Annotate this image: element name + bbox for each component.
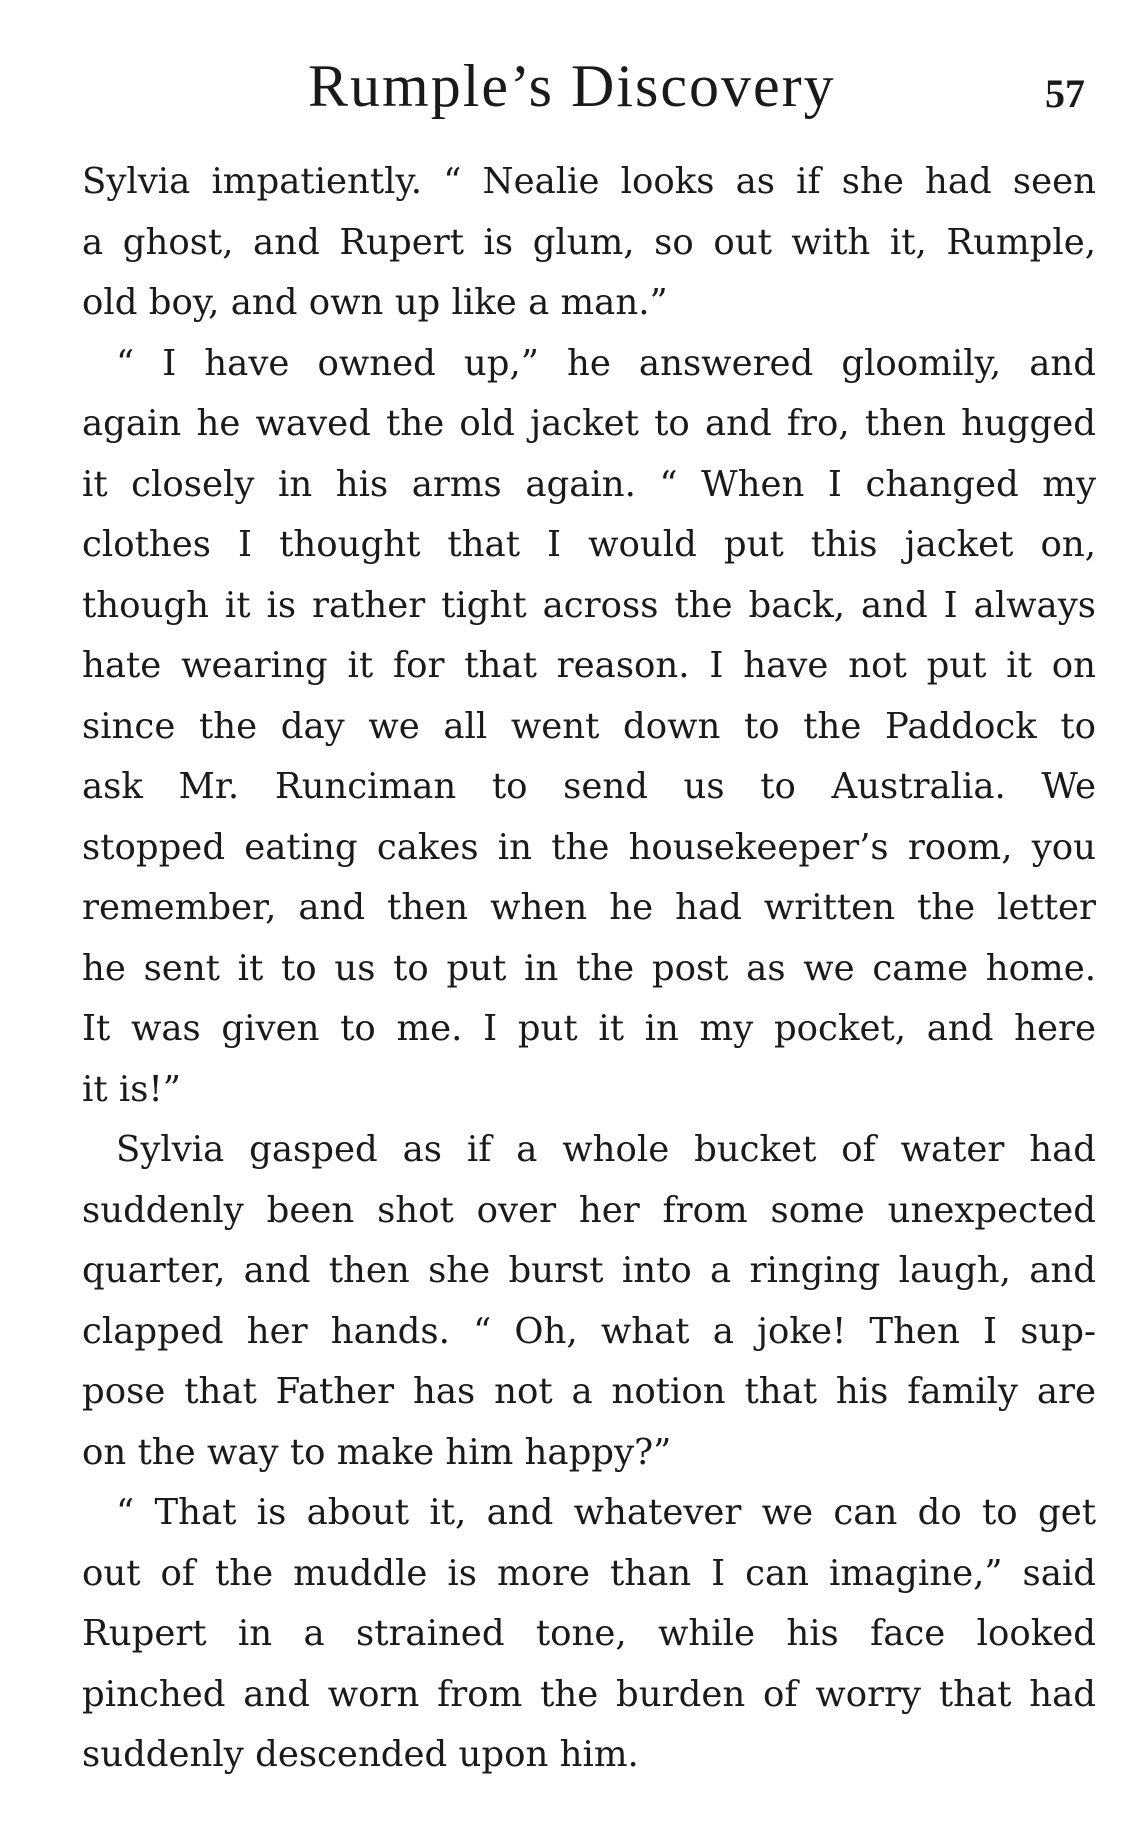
text-line: hate wearing it for that reason. I have not put it on xyxy=(82,645,1096,686)
text-line: out of the muddle is more than I can imagine,” said xyxy=(82,1552,1096,1594)
text-line: pinched and worn from the burden of worry that had xyxy=(82,1673,1096,1715)
text-line: suddenly been shot over her from some unexpected xyxy=(82,1189,1096,1231)
text-line: stopped eating cakes in the housekeeper’s room, you xyxy=(82,826,1096,868)
paragraph xyxy=(82,152,1096,334)
text-line: again he waved the old jacket to and fro, then hugged xyxy=(82,403,1096,444)
text-line: suddenly descended upon him. xyxy=(82,1734,639,1775)
text-line: quarter, and then she burst into a ringing laugh, and xyxy=(82,1250,1096,1291)
text-line: clothes I thought that I would put this jacket on, xyxy=(82,524,1096,565)
text-line: though it is rather tight across the back, and I always xyxy=(82,584,1096,626)
page-number: 57 xyxy=(1045,71,1085,116)
text-line: since the day we all went down to the Paddock to xyxy=(82,705,1096,747)
page-body xyxy=(82,152,1096,1786)
text-line: Sylvia gasped as if a whole bucket of water had xyxy=(116,1129,1096,1170)
text-line: Sylvia impatiently. “ Nealie looks as if she had seen xyxy=(82,161,1096,202)
paragraph xyxy=(82,334,1096,1121)
text-line: It was given to me. I put it in my pocket, and here xyxy=(82,1008,1096,1049)
text-line: it closely in his arms again. “ When I changed my xyxy=(82,463,1096,505)
text-line: ask Mr. Runciman to send us to Australia. We xyxy=(82,766,1096,807)
text-line: old boy, and own up like a man.” xyxy=(82,282,668,323)
page-header xyxy=(0,42,1144,132)
text-line: “ I have owned up,” he answered gloomily, and xyxy=(116,342,1096,384)
running-title: Rumple’s Discovery xyxy=(308,53,836,119)
text-line: it is!” xyxy=(82,1068,181,1110)
text-line: he sent it to us to put in the post as we came home. xyxy=(82,947,1096,989)
paragraph xyxy=(82,1483,1096,1786)
text-line: clapped her hands. “ Oh, what a joke! Then I sup- xyxy=(82,1310,1096,1352)
text-line: “ That is about it, and whatever we can do to get xyxy=(116,1492,1096,1533)
text-line: Rupert in a strained tone, while his face looked xyxy=(82,1613,1096,1654)
text-line: on the way to make him happy?” xyxy=(82,1431,672,1473)
text-line: a ghost, and Rupert is glum, so out with it, Rumple, xyxy=(82,221,1096,263)
paragraph xyxy=(82,1120,1096,1483)
text-line: remember, and then when he had written the letter xyxy=(82,887,1096,928)
text-line: pose that Father has not a notion that his family are xyxy=(82,1371,1096,1412)
